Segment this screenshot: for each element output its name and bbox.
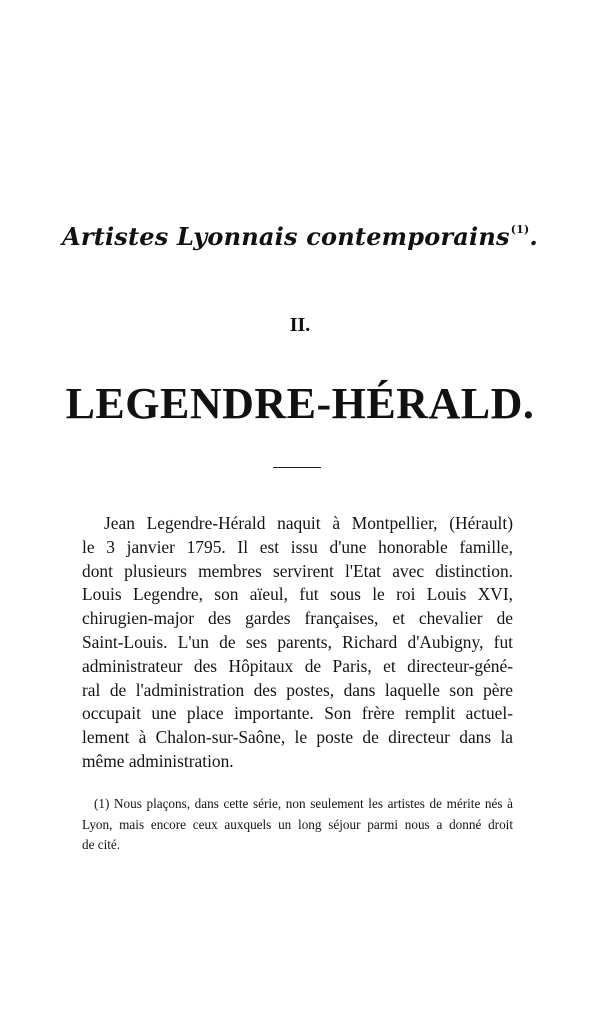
- body-line: le 3 janvier 1795. Il est issu d'une honorable famille,: [82, 536, 513, 557]
- footnote-line: (1) Nous plaçons, dans cette série, non seulement les artistes de mérite nés à: [94, 796, 513, 811]
- page-title-text: Artistes Lyonnais contemporains: [62, 222, 510, 251]
- body-paragraph: [82, 512, 513, 774]
- footnote-line: Lyon, mais encore ceux auxquels un long séjour parmi nous a donné droit: [82, 816, 513, 832]
- body-line: chirugien-major des gardes françaises, et chevalier de: [82, 608, 513, 629]
- body-line: lement à Chalon-sur-Saône, le poste de directeur dans la: [82, 727, 513, 748]
- footnote-line: de cité.: [82, 837, 121, 852]
- body-line: Jean Legendre-Hérald naquit à Montpellier, (Hérault): [104, 513, 513, 533]
- separator-rule: [273, 467, 321, 468]
- body-line: Saint-Louis. L'un de ses parents, Richard d'Aubigny, fut: [82, 631, 513, 652]
- body-line: administrateur des Hôpitaux de Paris, et directeur-géné-: [82, 655, 513, 676]
- body-line: même administration.: [82, 750, 234, 771]
- chapter-heading: LEGENDRE-HÉRALD.: [65, 379, 535, 428]
- page-title-period: .: [529, 222, 538, 251]
- footnote: [82, 794, 513, 856]
- section-number: II.: [289, 314, 311, 336]
- footnote-marker: (1): [510, 223, 530, 236]
- body-line: occupait une place importante. Son frère remplit actuel-: [82, 703, 513, 724]
- body-line: dont plusieurs membres servirent l'Etat avec distinction.: [82, 560, 513, 581]
- page-title: [0, 222, 600, 251]
- body-line: Louis Legendre, son aïeul, fut sous le roi Louis XVI,: [82, 584, 513, 605]
- body-line: ral de l'administration des postes, dans laquelle son père: [82, 679, 513, 700]
